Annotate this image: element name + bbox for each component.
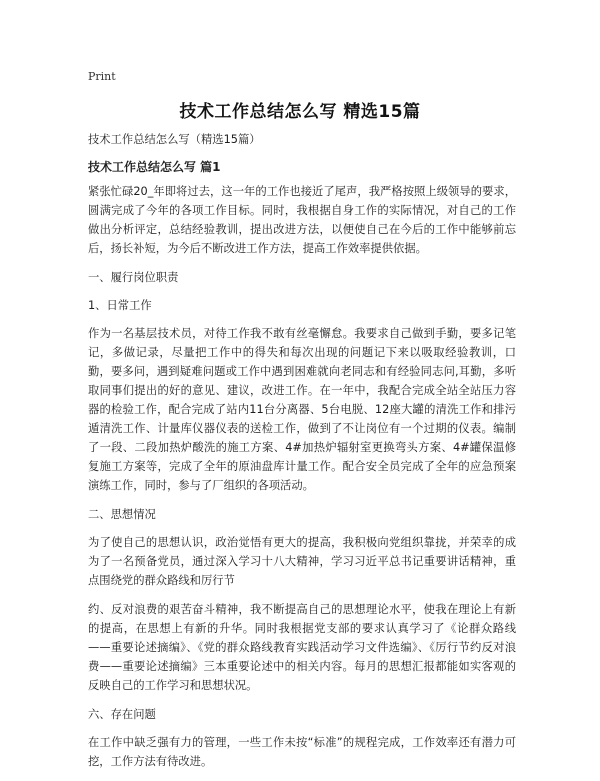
document-subtitle: 技术工作总结怎么写（精选15篇）: [88, 133, 261, 146]
problems-paragraph: 在工作中缺乏强有力的管理，一些工作未按“标准”的规程完成，工作效率还有潜力可挖，工作方法有待改进。: [88, 736, 516, 768]
heading-job-duties: 一、履行岗位职责: [88, 271, 179, 284]
document-body: [88, 130, 516, 781]
heading-thought: 二、思想情况: [88, 508, 156, 521]
section-title: 技术工作总结怎么写 篇1: [88, 160, 221, 174]
daily-work-paragraph: 作为一名基层技术员，对待工作我不敢有丝毫懈怠。我要求自己做到手勤，要多记笔记，多做记录，尽量把工作中的得失和每次出现的问题记下来以吸取经验教训，口勤，要多问，遇到疑难问题或工作中遇到困难就向老同志和有经验同志问,耳勤，多听取同事们提出的好的意见、建议，改进工作。在一年中，我配合完成全站全站压力容器的检验工作，配合完成了站内11台分离器、5台电脱、12座大罐的清洗工作和排污遁清洗工作、计量库仪器仪表的送检工作，做到了不让岗位有一个过期的仪表。编制了一段、二段加热炉酸洗的施工方案、4#加热炉辐射室更换弯头方案、4#罐保温修复施工方案等，完成了全年的原油盘库计量工作。配合安全员完成了全年的应急预案演练工作，同时，参与了厂组织的各项活动。: [88, 327, 516, 492]
heading-daily-work: 1、日常工作: [88, 299, 152, 312]
print-label[interactable]: Print: [88, 70, 116, 83]
thought-paragraph-1: 为了使自己的思想认识，政治觉悟有更大的提高，我积极向党组织靠拢，并荣幸的成为了一名预备党员，通过深入学习十八大精神，学习习近平总书记重要讲话精神，重点围绕党的群众路线和厉行节: [88, 536, 516, 587]
page-title: 技术工作总结怎么写 精选15篇: [179, 102, 421, 122]
heading-problems: 六、存在问题: [88, 708, 156, 721]
intro-paragraph: 紧张忙碌20_年即将过去，这一年的工作也接近了尾声，我严格按照上级领导的要求，圆满完成了今年的各项工作目标。同时，我根据自身工作的实际情况，对自己的工作做出分析评定，总结经验教训，提出改进方法，以便使自己在今后的工作中能够前忘后，扬长补短，为今后不断改进工作方法，提高工作效率提供依据。: [88, 185, 516, 255]
thought-paragraph-2: 约、反对浪费的艰苦奋斗精神，我不断提高自己的思想理论水平，使我在理论上有新的提高，在思想上有新的升华。同时我根据党支部的要求认真学习了《论群众路线——重要论述摘编》、《党的群众路线教育实践活动学习文件选编》、《厉行节约反对浪费——重要论述摘编》三本重要论述中的相关内容。每月的思想汇报都能如实客观的反映自己的工作学习和思想状况。: [88, 603, 516, 692]
